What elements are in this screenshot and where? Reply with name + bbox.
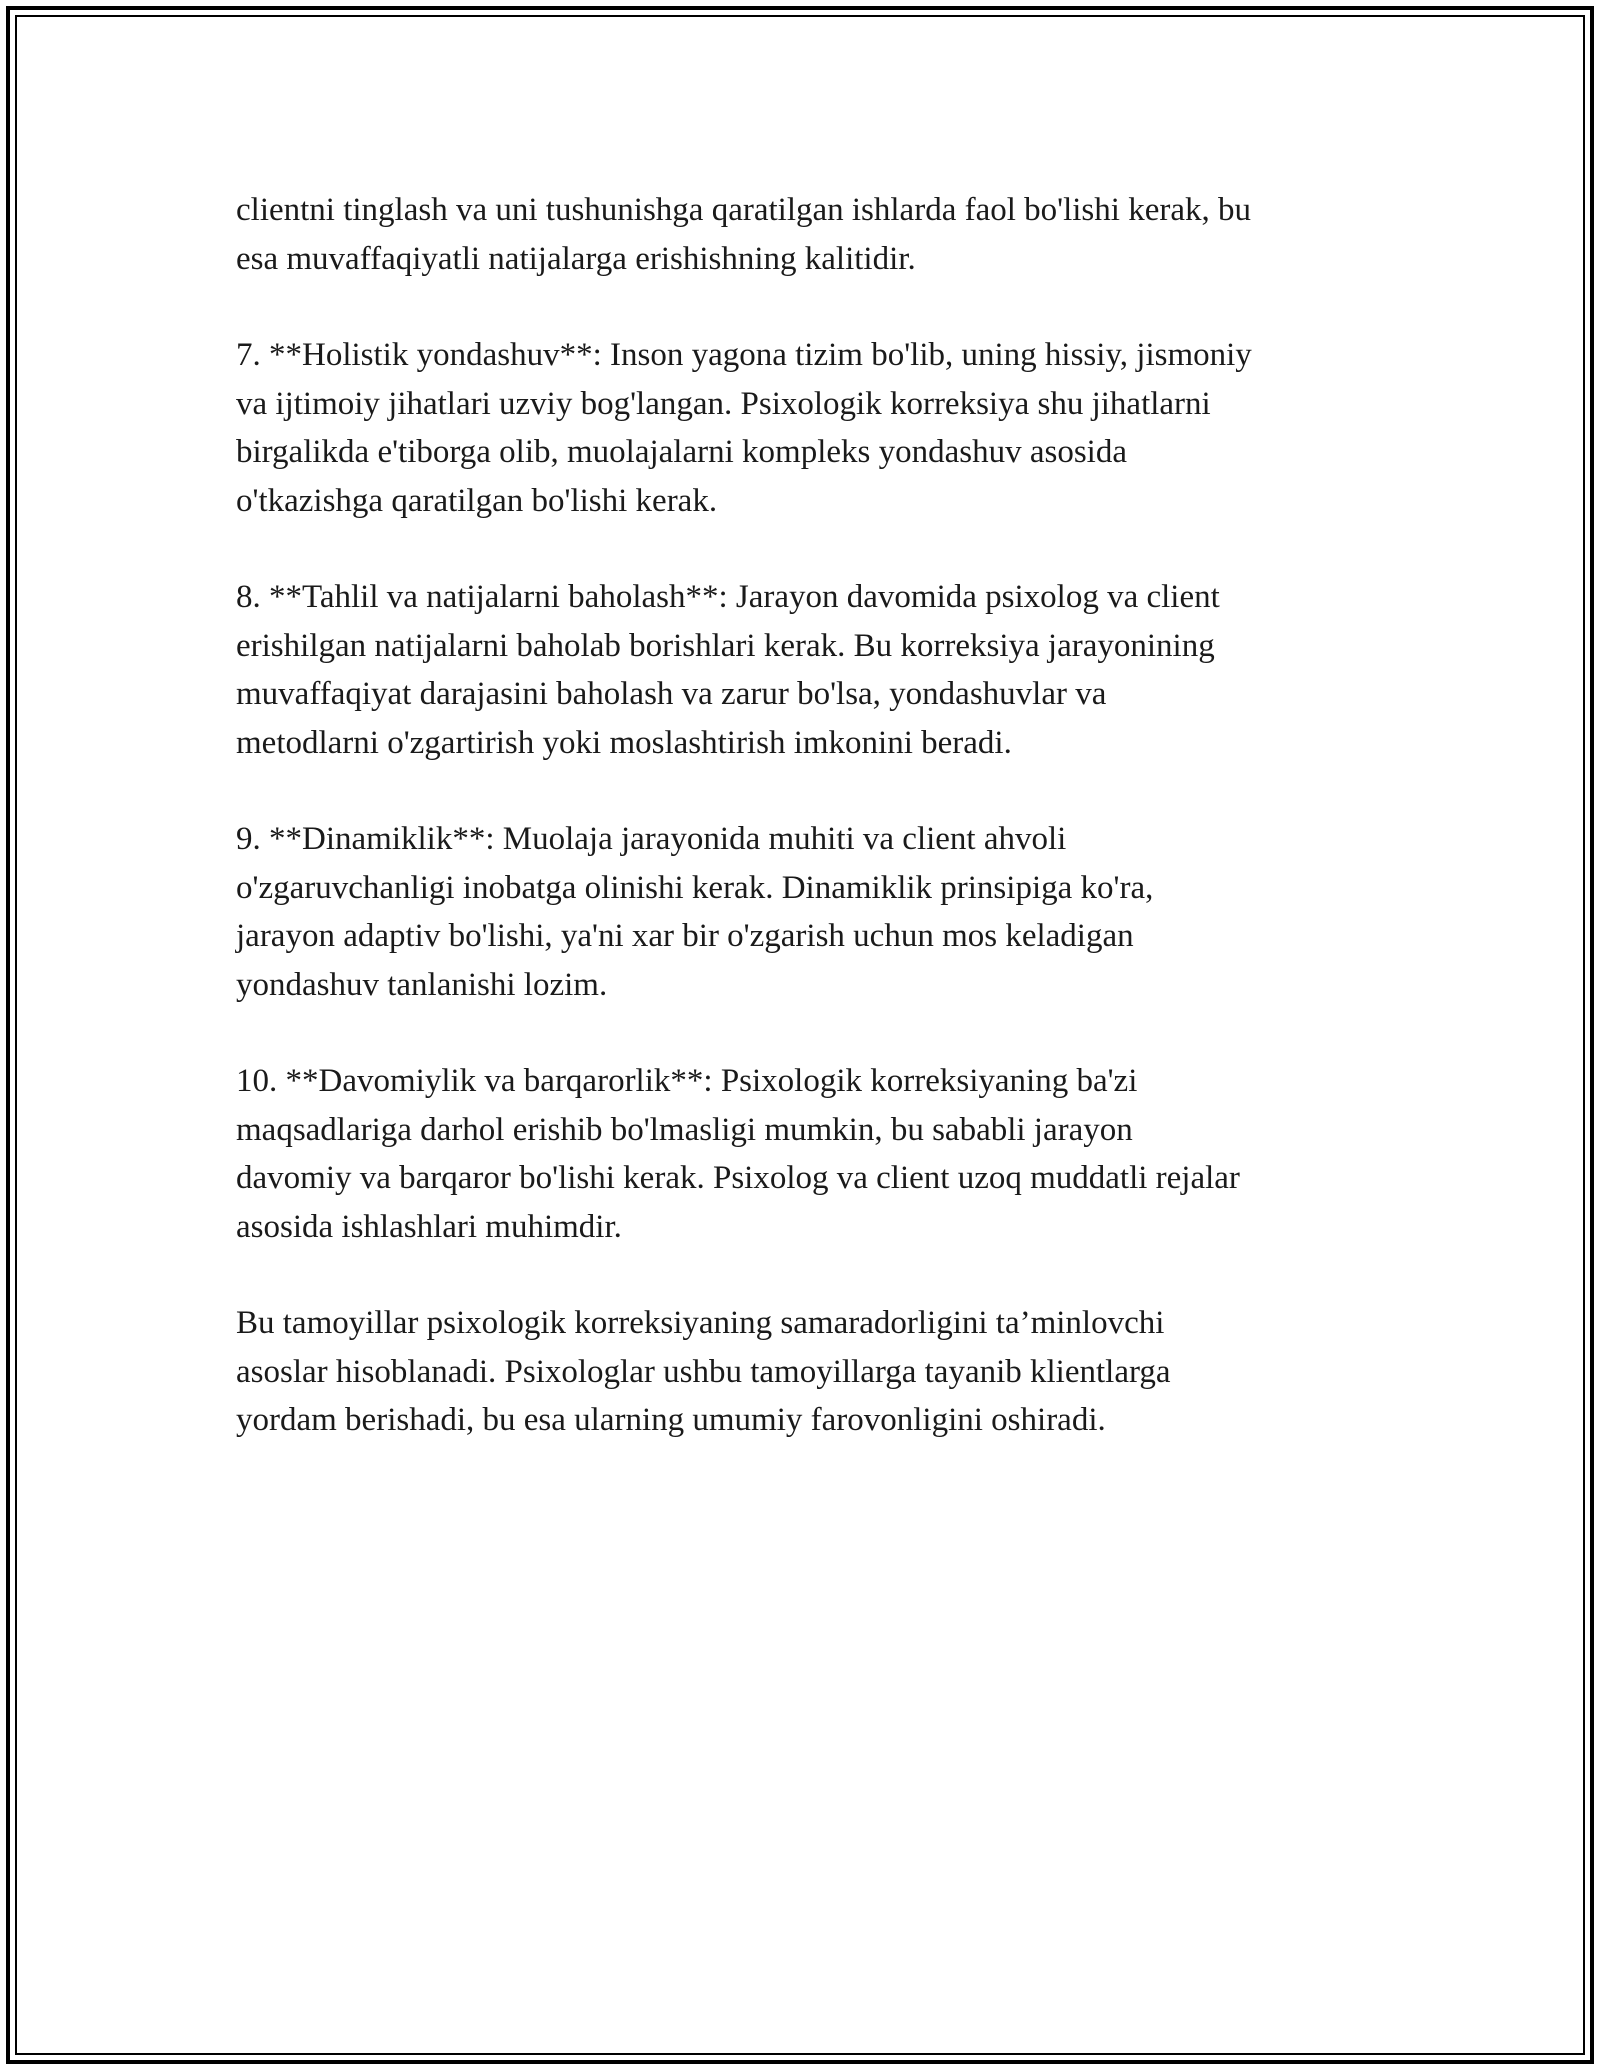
text-line: 10. **Davomiylik va barqarorlik**: Psixologik korreksiyaning ba'zi: [236, 1063, 1138, 1099]
text-line: 8. **Tahlil va natijalarni baholash**: Jarayon davomida psixolog va client: [236, 579, 1220, 615]
text-line: davomiy va barqaror bo'lishi kerak. Psixolog va client uzoq muddatli rejalar: [236, 1160, 1240, 1196]
text-line: erishilgan natijalarni baholab borishlari kerak. Bu korreksiya jarayonining: [236, 627, 1215, 664]
paragraph-item-9: [236, 815, 1376, 1009]
paragraph-continuation: [236, 186, 1376, 283]
paragraph-item-10: [236, 1057, 1376, 1251]
text-line: maqsadlariga darhol erishib bo'lmasligi mumkin, bu sababli jarayon: [236, 1111, 1133, 1148]
text-line: esa muvaffaqiyatli natijalarga erishishning kalitidir.: [236, 240, 916, 277]
text-line: muvaffaqiyat darajasini baholash va zarur bo'lsa, yondashuvlar va: [236, 676, 1107, 712]
paragraph-item-7: [236, 331, 1376, 525]
paragraph-item-8: [236, 573, 1376, 767]
text-line: asoslar hisoblanadi. Psixologlar ushbu tamoyillarga tayanib klientlarga: [236, 1353, 1171, 1390]
text-line: 9. **Dinamiklik**: Muolaja jarayonida muhiti va client ahvoli: [236, 821, 1067, 857]
text-line: jarayon adaptiv bo'lishi, ya'ni xar bir o'zgarish uchun mos keladigan: [236, 918, 1134, 954]
text-line: o'zgaruvchanligi inobatga olinishi kerak. Dinamiklik prinsipiga ko'ra,: [236, 869, 1154, 906]
text-line: asosida ishlashlari muhimdir.: [236, 1208, 622, 1245]
text-line: 7. **Holistik yondashuv**: Inson yagona tizim bo'lib, uning hissiy, jismoniy: [236, 337, 1252, 373]
text-line: metodlarni o'zgartirish yoki moslashtirish imkonini beradi.: [236, 724, 1012, 761]
text-line: yondashuv tanlanishi lozim.: [236, 966, 608, 1003]
document-body: [236, 186, 1376, 1493]
text-line: o'tkazishga qaratilgan bo'lishi kerak.: [236, 482, 718, 519]
text-line: Bu tamoyillar psixologik korreksiyaning samaradorligini ta’minlovchi: [236, 1305, 1165, 1341]
text-line: birgalikda e'tiborga olib, muolajalarni kompleks yondashuv asosida: [236, 434, 1127, 470]
text-line: clientni tinglash va uni tushunishga qaratilgan ishlarda faol bo'lishi kerak, bu: [236, 192, 1251, 228]
paragraph-conclusion: [236, 1299, 1376, 1445]
text-line: yordam berishadi, bu esa ularning umumiy farovonligini oshiradi.: [236, 1402, 1106, 1438]
text-line: va ijtimoiy jihatlari uzviy bog'langan. Psixologik korreksiya shu jihatlarni: [236, 385, 1211, 422]
